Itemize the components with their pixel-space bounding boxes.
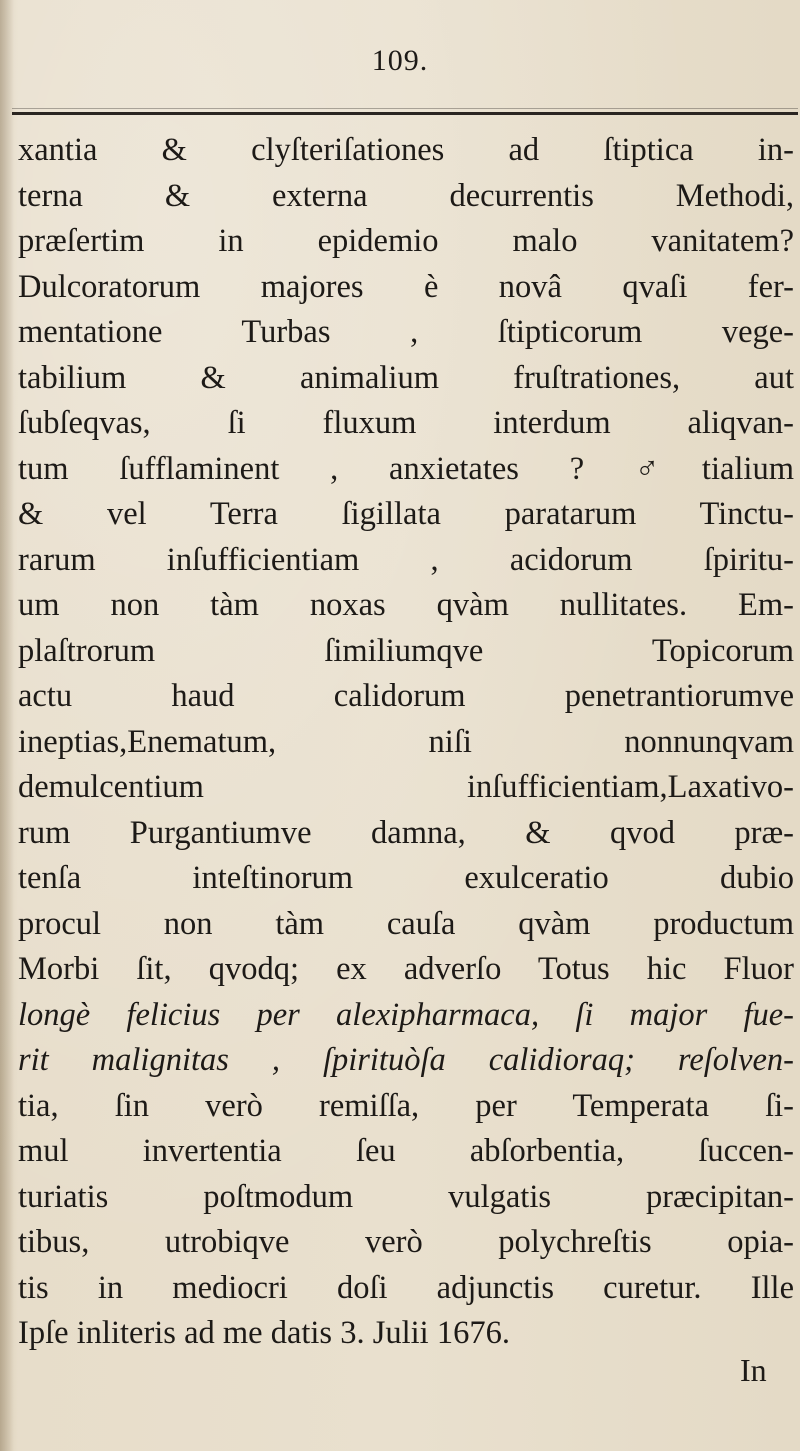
text-line: plaſtrorum ſimiliumqve Topicorum [18, 632, 794, 669]
text-line: & vel Terra ſigillata paratarum Tinctu- [18, 496, 794, 532]
text-line-mixed: Morbi ſit, qvodq; ex adverſo Totus hic Fluor [18, 951, 794, 987]
catchword: In [740, 1352, 767, 1388]
text-line: procul non tàm cauſa qvàm productum [18, 905, 794, 942]
text-line: mul invertentia ſeu abſorbentia, ſuccen- [18, 1133, 794, 1169]
text-line: tabilium & animalium fruſtrationes, aut [18, 359, 794, 396]
page-number: 109. [371, 44, 429, 77]
text-line: tum ſufflaminent , anxietates ? ♂tialium [18, 450, 794, 487]
text-line: Dulcoratorum majores è novâ qvaſi fer- [18, 268, 794, 305]
text-line-last: Ipſe inliteris ad me datis 3. Julii 1676. [18, 1315, 510, 1351]
text-line: turiatis poſtmodum vulgatis præcipitan- [18, 1178, 794, 1215]
text-line-italic: longè felicius per alexipharmaca, ſi major fue- [18, 996, 794, 1033]
text-line: rum Purgantiumve damna, & qvod præ- [18, 814, 794, 851]
text-line: tibus, utrobiqve verò polychreſtis opia- [18, 1224, 794, 1260]
text-line: ineptias,Enematum, niſi nonnunqvam [18, 723, 794, 760]
text-line: actu haud calidorum penetrantiorumve [18, 678, 794, 714]
header-rule-thin [12, 108, 798, 109]
text-line: tis in mediocri doſi adjunctis curetur. Ille [18, 1269, 794, 1306]
text-line: ſubſeqvas, ſi fluxum interdum aliqvan- [18, 405, 794, 441]
text-line: tia, ſin verò remiſſa, per Temperata ſi- [18, 1087, 794, 1124]
gutter-shadow [0, 0, 14, 1451]
header-rule [12, 112, 798, 115]
text-line: xantia & clyſteriſationes ad ſtiptica in- [18, 132, 794, 168]
text-line: demulcentium inſufficientiam,Laxativo- [18, 769, 794, 805]
text-line: tenſa inteſtinorum exulceratio dubio [18, 860, 794, 896]
body-text [18, 128, 794, 1357]
text-line: præſertim in epidemio malo vanitatem? [18, 223, 794, 259]
text-line-italic: rit malignitas , ſpirituòſa calidioraq; reſolven- [18, 1042, 794, 1078]
text-line: um non tàm noxas qvàm nullitates. Em- [18, 587, 794, 623]
text-line: mentatione Turbas , ſtipticorum vege- [18, 314, 794, 350]
text-line: terna & externa decurrentis Methodi, [18, 177, 794, 214]
text-line: rarum inſufficientiam , acidorum ſpiritu- [18, 541, 794, 578]
